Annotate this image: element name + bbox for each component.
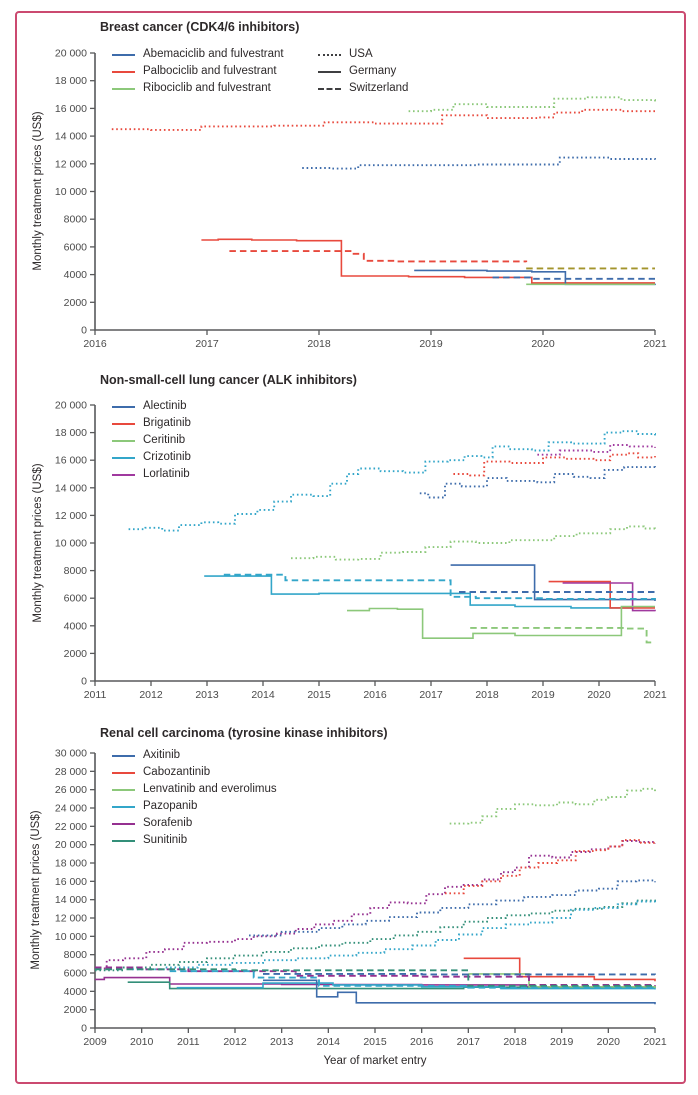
legend-panel1-countries — [318, 46, 408, 97]
legend-item-germany-swatch — [318, 71, 341, 73]
x-tick-label: 2013 — [269, 1036, 294, 1048]
series-lenvatinib-and-everolimus-usa — [450, 789, 655, 824]
legend-item-ceritinib-swatch — [112, 440, 135, 442]
y-axis-label-panel1: Monthly treatment prices (US$) — [32, 111, 44, 271]
series-palbociclib-and-fulvestrant-switzerland — [229, 251, 526, 262]
y-tick-label: 20 000 — [54, 399, 87, 412]
series-ceritinib-usa — [291, 526, 655, 559]
y-tick-label: 16 000 — [54, 454, 87, 467]
x-tick-label: 2021 — [643, 689, 667, 701]
y-tick-label: 10 000 — [54, 186, 87, 198]
legend-item-palbociclib-and-fulvestrant-label: Palbociclib and fulvestrant — [143, 64, 277, 77]
legend-item-switzerland-swatch — [318, 88, 341, 90]
panel-title-breast-cancer: Breast cancer (CDK4/6 inhibitors) — [100, 20, 300, 34]
x-tick-label: 2012 — [139, 689, 163, 701]
x-tick-label: 2017 — [419, 689, 443, 701]
series-palbociclib-and-fulvestrant-usa — [112, 110, 655, 130]
y-tick-label: 6000 — [63, 241, 87, 254]
legend-item-sunitinib-label: Sunitinib — [143, 833, 188, 846]
legend-item-usa-label: USA — [349, 47, 373, 60]
series-axitinib-usa — [249, 880, 655, 935]
y-tick-label: 2000 — [63, 647, 87, 660]
legend-item-alectinib-label: Alectinib — [143, 399, 187, 412]
y-tick-label: 0 — [81, 324, 87, 337]
y-tick-label: 12 000 — [54, 912, 87, 925]
legend-item-ribociclib-and-fulvestrant — [112, 80, 284, 97]
legend-item-brigatinib-swatch — [112, 423, 135, 425]
series-alectinib-usa — [420, 467, 655, 497]
y-tick-label: 20 000 — [54, 47, 87, 60]
legend-item-usa — [318, 46, 408, 63]
x-tick-label: 2020 — [587, 689, 611, 701]
y-tick-label: 2000 — [63, 1004, 87, 1017]
series-alectinib-switzerland — [459, 592, 655, 593]
series-ribociclib-and-fulvestrant-usa — [409, 97, 655, 111]
panel-title-rcc: Renal cell carcinoma (tyrosine kinase inhibitors) — [100, 726, 388, 740]
y-tick-label: 16 000 — [54, 102, 87, 115]
x-tick-label: 2019 — [419, 338, 443, 350]
y-tick-label: 4000 — [63, 985, 87, 998]
legend-item-lenvatinib-and-everolimus-swatch — [112, 789, 135, 791]
legend-item-lorlatinib — [112, 466, 191, 483]
series-ceritinib-germany — [347, 607, 655, 639]
y-tick-label: 18 000 — [54, 427, 87, 440]
series-abemaciclib-and-fulvestrant-usa — [302, 158, 655, 169]
y-tick-label: 0 — [81, 1022, 87, 1035]
legend-item-alectinib — [112, 398, 191, 415]
y-tick-label: 2000 — [63, 296, 87, 309]
legend-item-lenvatinib-and-everolimus — [112, 781, 277, 798]
x-tick-label: 2018 — [475, 689, 499, 701]
legend-panel1-drugs — [112, 46, 284, 97]
legend-item-crizotinib-swatch — [112, 457, 135, 459]
y-tick-label: 18 000 — [54, 857, 87, 870]
y-tick-label: 18 000 — [54, 75, 87, 88]
y-tick-label: 28 000 — [54, 765, 87, 778]
y-tick-label: 4000 — [63, 620, 87, 633]
legend-item-abemaciclib-and-fulvestrant-swatch — [112, 54, 135, 56]
legend-item-pazopanib-label: Pazopanib — [143, 799, 198, 812]
legend-item-sunitinib — [112, 832, 277, 849]
x-tick-label: 2014 — [251, 689, 275, 701]
y-tick-label: 8000 — [63, 949, 87, 962]
legend-item-pazopanib-swatch — [112, 806, 135, 808]
x-tick-label: 2019 — [549, 1036, 574, 1048]
x-tick-label: 2018 — [503, 1036, 527, 1048]
legend-item-ribociclib-and-fulvestrant-label: Ribociclib and fulvestrant — [143, 81, 271, 94]
legend-item-ceritinib — [112, 432, 191, 449]
y-tick-label: 4000 — [63, 269, 87, 282]
legend-item-brigatinib — [112, 415, 191, 432]
x-tick-label: 2016 — [409, 1036, 434, 1048]
legend-panel3-drugs — [112, 747, 277, 849]
y-tick-label: 20 000 — [54, 839, 87, 852]
x-tick-label: 2011 — [83, 689, 107, 701]
y-tick-label: 6000 — [63, 592, 87, 605]
legend-item-axitinib-label: Axitinib — [143, 748, 181, 761]
x-tick-label: 2015 — [363, 1036, 387, 1048]
y-axis-label-panel2: Monthly treatment prices (US$) — [32, 463, 44, 623]
x-tick-label: 2016 — [83, 338, 107, 350]
x-tick-label: 2019 — [531, 689, 555, 701]
x-tick-label: 2013 — [195, 689, 219, 701]
legend-item-switzerland — [318, 80, 408, 97]
legend-item-ceritinib-label: Ceritinib — [143, 433, 186, 446]
x-tick-label: 2020 — [531, 338, 555, 350]
legend-item-pazopanib — [112, 798, 277, 815]
legend-item-germany — [318, 63, 408, 80]
series-cabozantinib-germany — [464, 958, 655, 981]
y-tick-label: 6000 — [63, 967, 87, 980]
x-tick-label: 2015 — [307, 689, 331, 701]
x-tick-label: 2017 — [456, 1036, 481, 1048]
legend-item-sorafenib-swatch — [112, 823, 135, 825]
x-tick-label: 2017 — [195, 338, 219, 350]
legend-item-sorafenib — [112, 815, 277, 832]
series-crizotinib-switzerland — [224, 575, 655, 600]
legend-item-axitinib — [112, 747, 277, 764]
x-tick-label: 2020 — [596, 1036, 621, 1048]
legend-item-crizotinib-label: Crizotinib — [143, 450, 191, 463]
panel-title-nsclc: Non-small-cell lung cancer (ALK inhibitors) — [100, 373, 357, 387]
legend-item-alectinib-swatch — [112, 406, 135, 408]
y-tick-label: 24 000 — [54, 802, 87, 815]
y-tick-label: 8000 — [63, 565, 87, 578]
series-abemaciclib-and-fulvestrant-switzerland — [493, 277, 655, 278]
legend-item-germany-label: Germany — [349, 64, 397, 77]
legend-item-palbociclib-and-fulvestrant — [112, 63, 284, 80]
legend-item-cabozantinib — [112, 764, 277, 781]
x-tick-label: 2016 — [363, 689, 387, 701]
legend-item-axitinib-swatch — [112, 755, 135, 757]
y-tick-label: 10 000 — [54, 537, 87, 550]
x-tick-label: 2021 — [643, 338, 667, 350]
legend-item-cabozantinib-swatch — [112, 772, 135, 774]
x-tick-label: 2021 — [643, 1036, 667, 1048]
series-axitinib-switzerland — [263, 974, 655, 975]
legend-item-lenvatinib-and-everolimus-label: Lenvatinib and everolimus — [143, 782, 277, 795]
y-tick-label: 30 000 — [54, 747, 87, 760]
legend-item-cabozantinib-label: Cabozantinib — [143, 765, 211, 778]
series-sunitinib-usa — [95, 901, 655, 971]
legend-panel2-drugs — [112, 398, 191, 483]
legend-item-lorlatinib-label: Lorlatinib — [143, 467, 190, 480]
legend-item-abemaciclib-and-fulvestrant-label: Abemaciclib and fulvestrant — [143, 47, 284, 60]
series-crizotinib-usa — [129, 431, 655, 530]
x-tick-label: 2018 — [307, 338, 331, 350]
legend-item-crizotinib — [112, 449, 191, 466]
y-tick-label: 14 000 — [54, 130, 87, 143]
x-tick-label: 2012 — [223, 1036, 247, 1048]
legend-item-palbociclib-and-fulvestrant-swatch — [112, 71, 135, 73]
y-tick-label: 16 000 — [54, 875, 87, 888]
x-axis-label: Year of market entry — [323, 1055, 427, 1067]
y-tick-label: 26 000 — [54, 784, 87, 797]
y-tick-label: 12 000 — [54, 158, 87, 171]
x-tick-label: 2010 — [129, 1036, 154, 1048]
y-tick-label: 14 000 — [54, 894, 87, 907]
legend-item-switzerland-label: Switzerland — [349, 81, 409, 94]
y-tick-label: 0 — [81, 675, 87, 688]
series-palbociclib-and-fulvestrant-germany — [201, 239, 655, 283]
y-tick-label: 10 000 — [54, 930, 87, 943]
y-tick-label: 8000 — [63, 213, 87, 226]
legend-item-brigatinib-label: Brigatinib — [143, 416, 191, 429]
x-tick-label: 2014 — [316, 1036, 341, 1048]
x-tick-label: 2011 — [177, 1036, 200, 1048]
x-tick-label: 2009 — [83, 1036, 107, 1048]
series-brigatinib-germany — [549, 582, 655, 608]
legend-item-usa-swatch — [318, 54, 341, 56]
legend-item-sorafenib-label: Sorafenib — [143, 816, 193, 829]
y-tick-label: 12 000 — [54, 509, 87, 522]
y-tick-label: 14 000 — [54, 482, 87, 495]
y-tick-label: 22 000 — [54, 820, 87, 833]
legend-item-ribociclib-and-fulvestrant-swatch — [112, 88, 135, 90]
y-axis-label-panel3: Monthly treatment prices (US$) — [30, 810, 42, 970]
legend-item-sunitinib-swatch — [112, 840, 135, 842]
legend-item-lorlatinib-swatch — [112, 474, 135, 476]
legend-item-abemaciclib-and-fulvestrant — [112, 46, 284, 63]
